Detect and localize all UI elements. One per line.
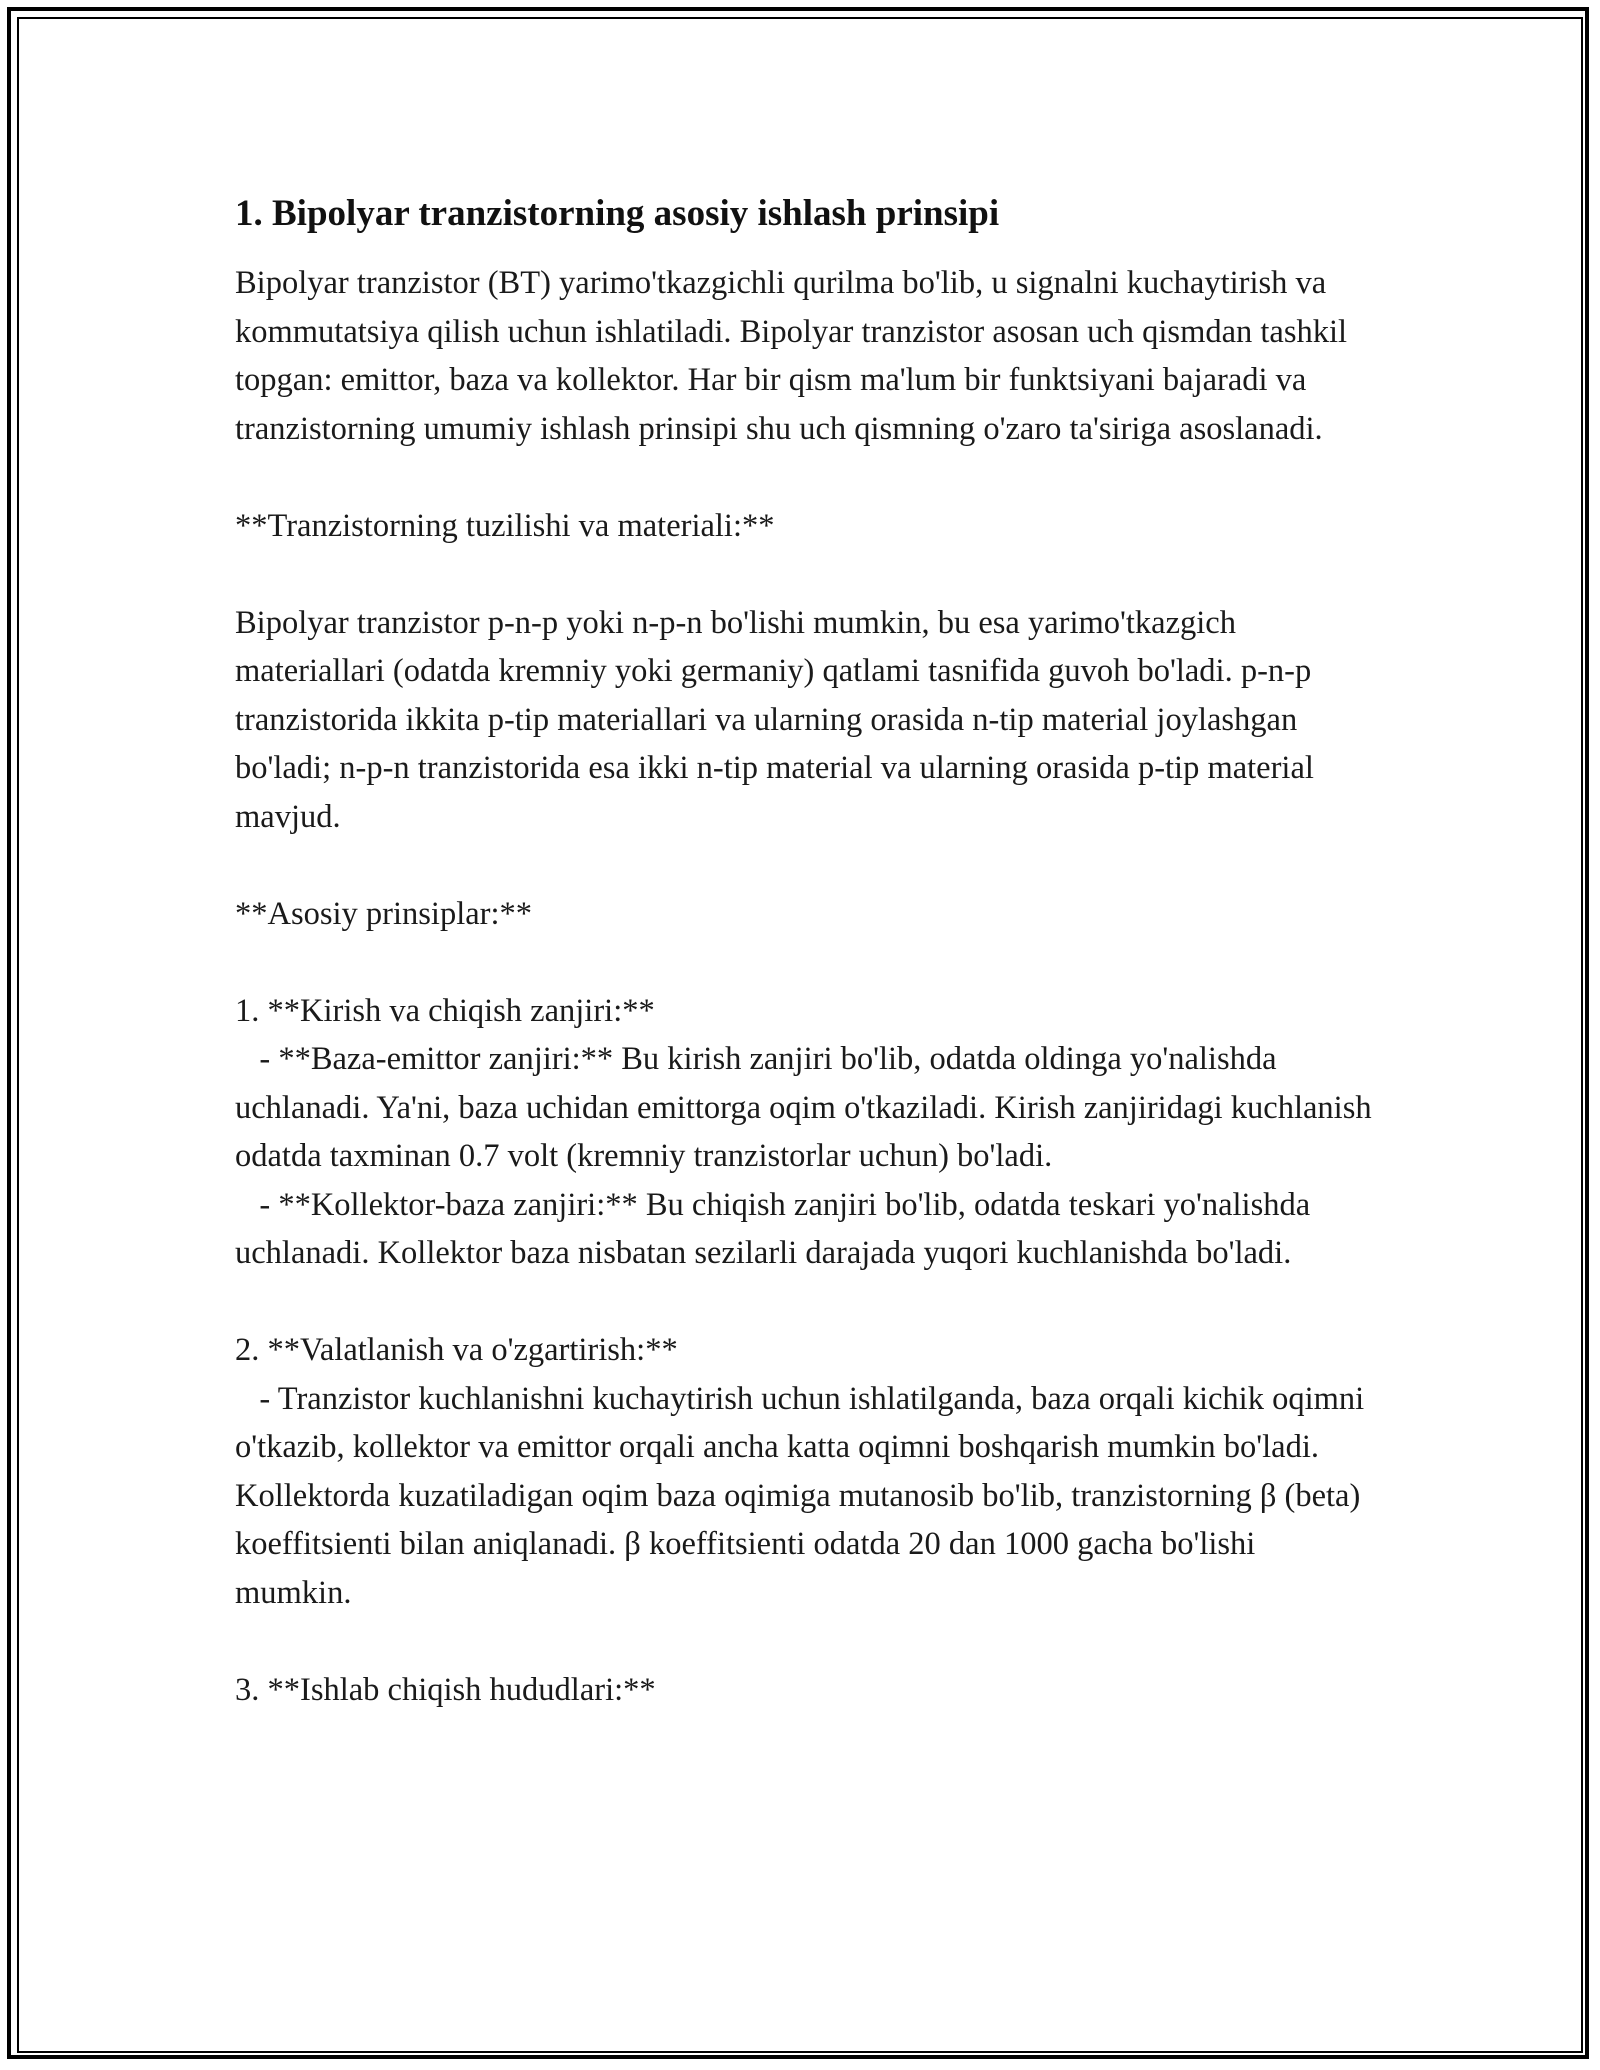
page-title: 1. Bipolyar tranzistorning asosiy ishlash prinsipi (235, 193, 1000, 234)
list-item-1-sub-1: - **Baza-emittor zanjiri:** Bu kirish zanjiri bo'lib, odatda oldinga yo'nalishda uchlanadi. Ya'ni, baza uchidan emittorga oqim o'tkaziladi. Kirish zanjiridagi kuchlanish odatda taxminan 0.7 volt (kremniy tranzistorlar uchun) bo'ladi. (235, 1041, 1380, 1174)
list-item-3-heading: 3. **Ishlab chiqish hududlari:** (235, 1671, 656, 1708)
principles-heading: **Asosiy prinsiplar:** (235, 895, 533, 932)
document-body (235, 186, 1380, 1714)
intro-paragraph: Bipolyar tranzistor (BT) yarimo'tkazgichli qurilma bo'lib, u signalni kuchaytirish va kommutatsiya qilish uchun ishlatiladi. Bipolyar tranzistor asosan uch qismdan tashkil topgan: emittor, baza va kollektor. Har bir qism ma'lum bir funktsiyani bajaradi va tranzistorning umumiy ishlash prinsipi shu uch qismning o'zaro ta'siriga asoslanadi. (235, 265, 1356, 447)
list-item-1-heading: 1. **Kirish va chiqish zanjiri:** (235, 992, 655, 1029)
list-item-1-sub-2: - **Kollektor-baza zanjiri:** Bu chiqish zanjiri bo'lib, odatda teskari yo'nalishda uchlanadi. Kollektor baza nisbatan sezilarli darajada yuqori kuchlanishda bo'ladi. (235, 1186, 1319, 1271)
list-item-2-sub-1: - Tranzistor kuchlanishni kuchaytirish uchun ishlatilganda, baza orqali kichik oqimni o'tkazib, kollektor va emittor orqali ancha katta oqimni boshqarish mumkin bo'ladi. Kollektorda kuzatiladigan oqim baza oqimiga mutanosib bo'lib, tranzistorning β (beta) koeffitsienti bilan aniqlanadi. β koeffitsienti odatda 20 dan 1000 gacha bo'lishi mumkin. (235, 1380, 1373, 1611)
structure-heading: **Tranzistorning tuzilishi va materiali:** (235, 507, 775, 544)
structure-paragraph: Bipolyar tranzistor p-n-p yoki n-p-n bo'lishi mumkin, bu esa yarimo'tkazgich materiallari (odatda kremniy yoki germaniy) qatlami tasnifida guvoh bo'ladi. p-n-p tranzistorida ikkita p-tip materiallari va ularning orasida n-tip material joylashgan bo'ladi; n-p-n tranzistorida esa ikki n-tip material va ularning orasida p-tip material mavjud. (235, 604, 1323, 835)
list-item-2-heading: 2. **Valatlanish va o'zgartirish:** (235, 1332, 678, 1368)
